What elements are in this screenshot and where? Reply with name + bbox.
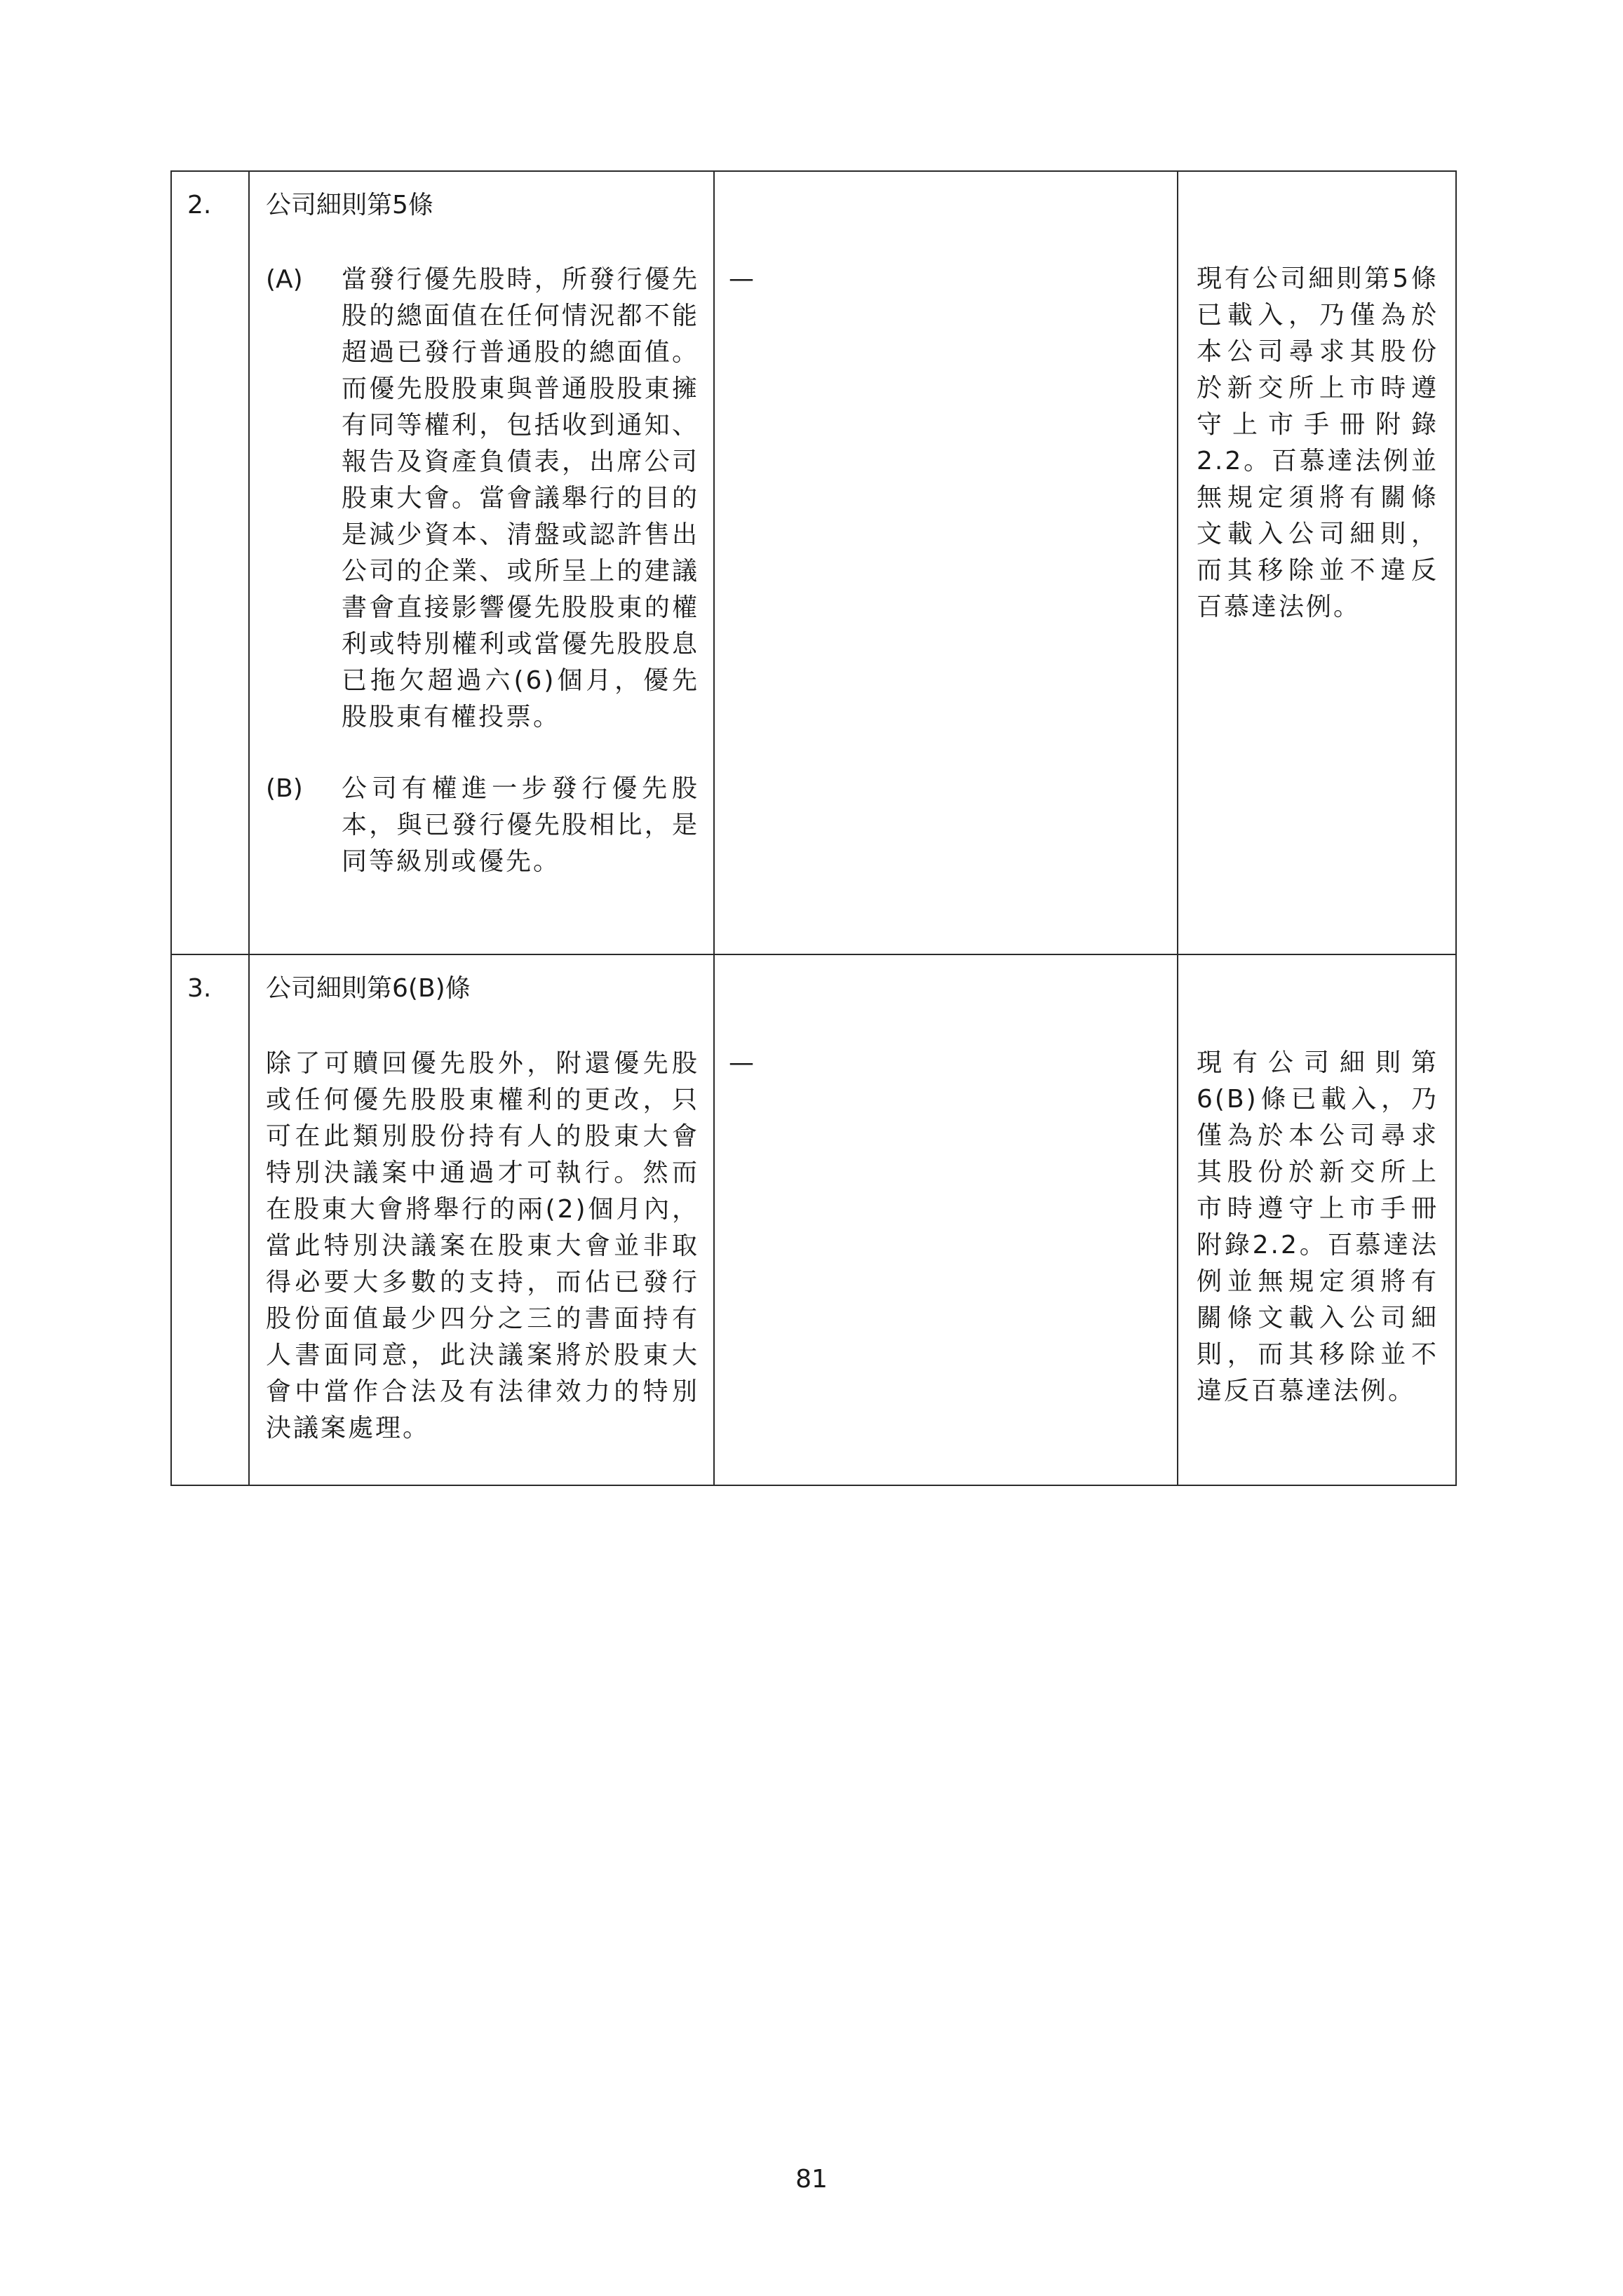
new-rule-cell	[714, 954, 1178, 1485]
new-rule-dash: —	[729, 1048, 754, 1077]
clause-label: (A)	[266, 265, 303, 294]
rule-title: 公司細則第6(B)條	[266, 974, 471, 1003]
table-row	[171, 171, 1456, 954]
clause-text: 公司有權進一步發行優先股本，與已發行優先股相比，是同等級別或優先。	[342, 774, 699, 876]
explanatory-note: 現有公司細則第6(B)條已載入，乃僅為於本公司尋求其股份於新交所上市時遵守上市手冊附錄2.2。百慕達法例並無規定須將有關條文載入公司細則，而其移除並不違反百慕達法例。	[1197, 1048, 1439, 1405]
rule-paragraph: 除了可贖回優先股外，附還優先股或任何優先股股東權利的更改，只可在此類別股份持有人的股東大會特別決議案中通過才可執行。然而在股東大會將舉行的兩(2)個月內，當此特別決議案在股東大會並非取得必要大多數的支持，而佔已發行股份面值最少四分之三的書面持有人書面同意，此決議案將於股東大會中當作合法及有法律效力的特別決議案處理。	[266, 1049, 699, 1443]
clause-text: 當發行優先股時，所發行優先股的總面值在任何情況都不能超過已發行普通股的總面值。而優先股股東與普通股股東擁有同等權利，包括收到通知、報告及資產負債表，出席公司股東大會。當會議舉行的目的是減少資本、清盤或認許售出公司的企業、或所呈上的建議書會直接影響優先股股東的權利或特別權利或當優先股股息已拖欠超過六(6)個月，優先股股東有權投票。	[342, 265, 699, 731]
existing-rule-cell	[249, 171, 714, 954]
table-row	[171, 954, 1456, 1485]
row-number-cell	[171, 954, 249, 1485]
clause-a	[250, 224, 713, 736]
explanatory-note: 現有公司細則第5條已載入，乃僅為於本公司尋求其股份於新交所上市時遵守上市手冊附錄2.2。百慕達法例並無規定須將有關條文載入公司細則，而其移除並不違反百慕達法例。	[1197, 264, 1439, 621]
row-number: 2.	[187, 191, 212, 220]
new-rule-dash: —	[729, 264, 754, 293]
row-number-cell	[171, 171, 249, 954]
note-cell	[1178, 954, 1456, 1485]
existing-rule-cell	[249, 954, 714, 1485]
clause-label: (B)	[266, 774, 303, 803]
row-number: 3.	[187, 974, 212, 1003]
new-rule-cell	[714, 171, 1178, 954]
page-number: 81	[795, 2165, 828, 2194]
rule-title: 公司細則第5條	[266, 191, 433, 220]
clause-b	[250, 736, 713, 889]
note-cell	[1178, 171, 1456, 954]
bye-laws-comparison-table	[170, 170, 1457, 1486]
